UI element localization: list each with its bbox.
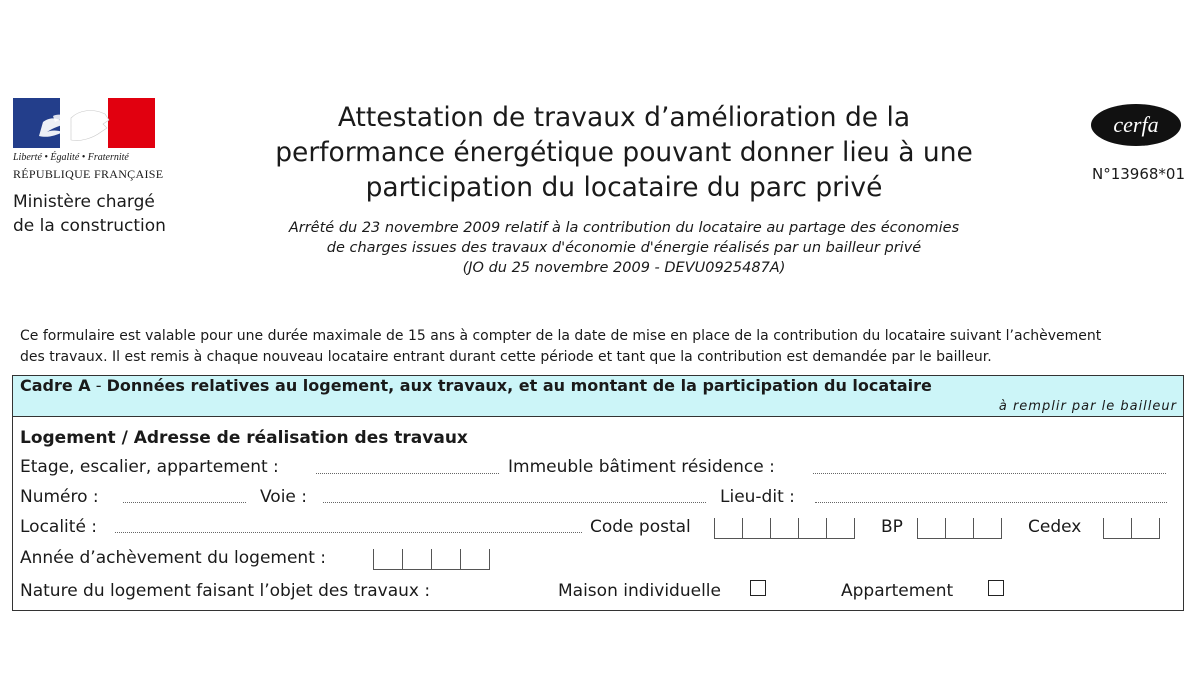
document-title [200,100,1048,205]
legal-reference [200,218,1048,278]
bp-input[interactable] [917,518,1007,540]
voie-label: Voie : [260,487,308,507]
cadre-a-fill-instruction: à remplir par le bailleur [998,399,1177,414]
cerfa-logo-text: cerfa [1113,112,1159,137]
lieudit-label: Lieu-dit : [720,487,795,507]
cadre-a-title [20,376,932,395]
localite-input[interactable] [115,532,582,533]
lieudit-input[interactable] [815,502,1167,503]
title-line-1: Attestation de travaux d’amélioration de la [337,102,911,133]
maison-checkbox[interactable] [750,580,766,596]
republic-motto: Liberté • Égalité • Fraternité [13,152,129,163]
ministry-line-1: Ministère chargé [13,192,155,212]
subtitle-line-3: (JO du 25 novembre 2009 - DEVU0925487A) [462,260,786,276]
cadre-a-description: Données relatives au logement, aux travaux, et au montant de la participation du locataire [106,376,932,395]
etage-label: Etage, escalier, appartement : [20,457,279,477]
logement-section-title: Logement / Adresse de réalisation des travaux [20,428,468,448]
cerfa-number: N°13968*01 [1091,165,1185,183]
intro-text [20,326,1185,368]
cadre-a-label: Cadre A [20,376,91,395]
ministry-name [13,190,213,238]
subtitle-line-2: de charges issues des travaux d'économie d'énergie réalisés par un bailleur privé [326,240,922,256]
annee-label: Année d’achèvement du logement : [20,548,327,568]
annee-input[interactable] [373,549,491,571]
ministry-line-2: de la construction [13,216,166,236]
cedex-label: Cedex [1028,517,1082,537]
numero-input[interactable] [123,502,246,503]
cedex-input[interactable] [1103,518,1165,540]
cadre-a-separator: - [90,376,107,395]
voie-input[interactable] [323,502,706,503]
appartement-checkbox[interactable] [988,580,1004,596]
etage-input[interactable] [316,473,499,474]
immeuble-label: Immeuble bâtiment résidence : [508,457,775,477]
codepostal-label: Code postal [590,517,691,537]
subtitle-line-1: Arrêté du 23 novembre 2009 relatif à la contribution du locataire au partage des économies [288,220,960,236]
appartement-label: Appartement [841,581,954,601]
marianne-logo [13,98,155,148]
title-line-2: performance énergétique pouvant donner lieu à une [275,137,973,168]
numero-label: Numéro : [20,487,99,507]
intro-line-2: des travaux. Il est remis à chaque nouveau locataire entrant durant cette période et tant que la contribution est demandée par le bailleur. [20,349,992,365]
immeuble-input[interactable] [813,473,1166,474]
localite-label: Localité : [20,517,98,537]
republique-francaise: RÉPUBLIQUE FRANÇAISE [13,167,164,181]
cerfa-logo [1090,102,1182,148]
codepostal-input[interactable] [714,518,859,540]
intro-line-1: Ce formulaire est valable pour une durée maximale de 15 ans à compter de la date de mise en place de la contribution du locataire suivant l’achèvement [20,328,1102,344]
maison-label: Maison individuelle [558,581,721,601]
title-line-3: participation du locataire du parc privé [365,172,883,203]
bp-label: BP [881,517,903,537]
nature-label: Nature du logement faisant l’objet des travaux : [20,581,431,601]
